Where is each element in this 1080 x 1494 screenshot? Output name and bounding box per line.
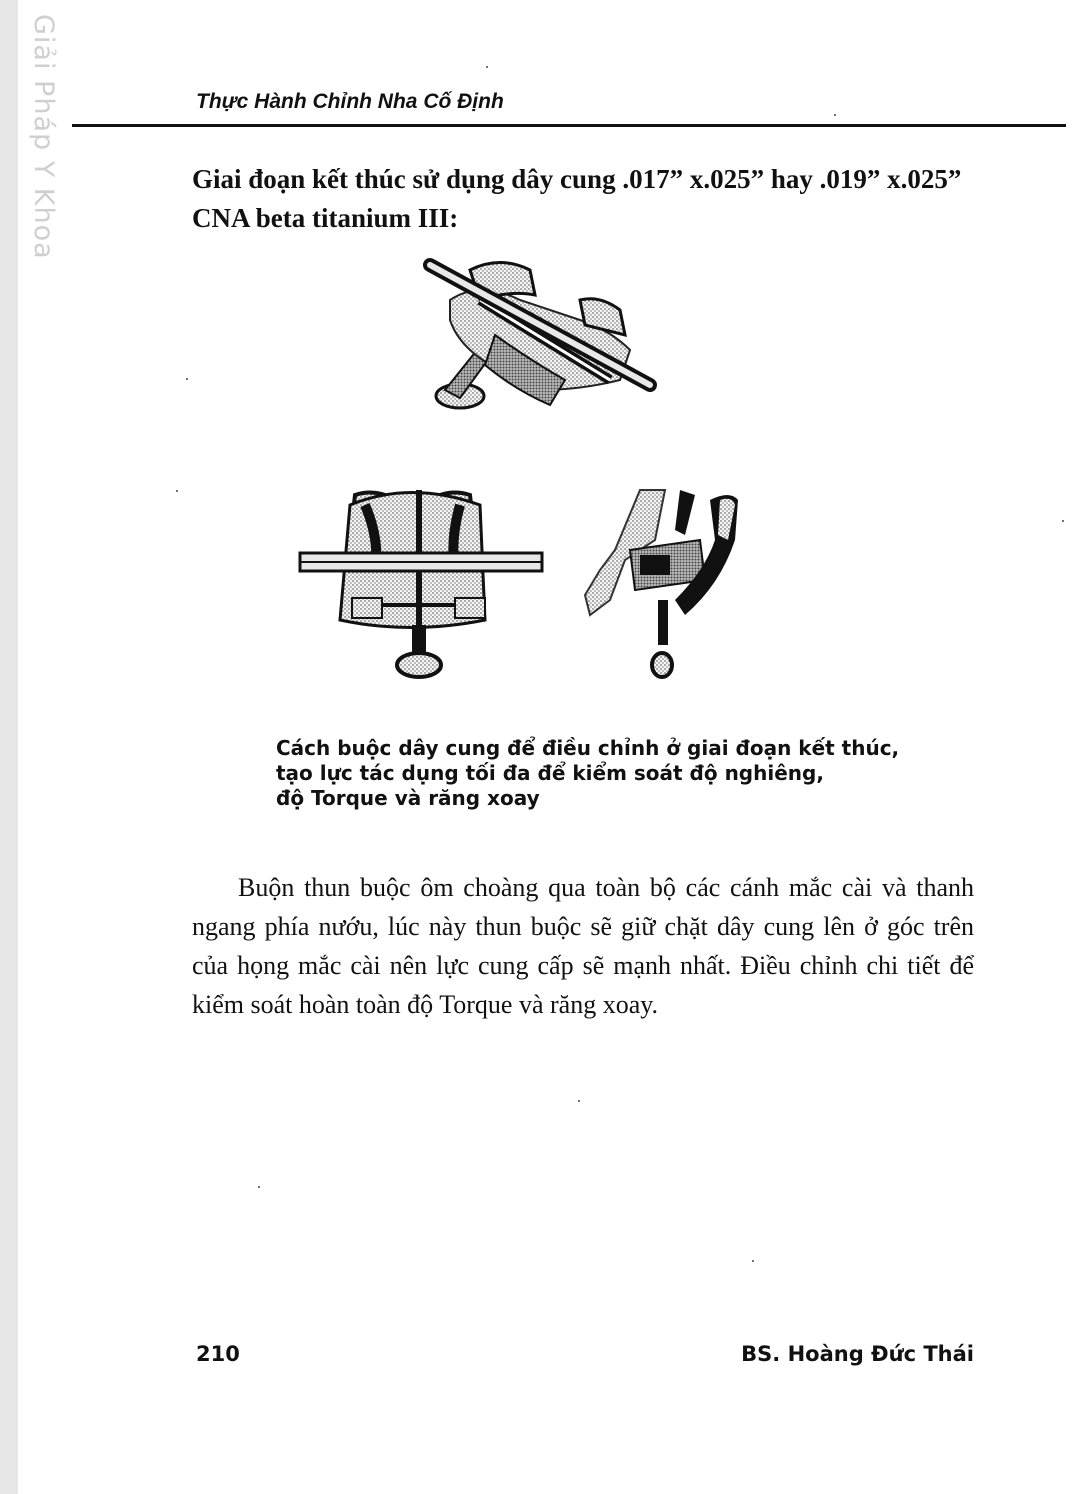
bracket-side-view bbox=[585, 490, 738, 677]
author-name: BS. Hoàng Đức Thái bbox=[741, 1342, 974, 1366]
figure-caption bbox=[276, 736, 916, 811]
running-head: Thực Hành Chỉnh Nha Cố Định bbox=[196, 90, 504, 113]
caption-line: độ Torque và răng xoay bbox=[276, 786, 540, 810]
scan-speck bbox=[752, 1260, 754, 1262]
scan-speck bbox=[258, 1186, 260, 1188]
section-heading: Giai đoạn kết thúc sử dụng dây cung .017” x.025” hay .019” x.025” CNA beta titanium III: bbox=[192, 164, 962, 233]
scan-speck bbox=[578, 1100, 580, 1102]
caption-line: Cách buộc dây cung để điều chỉnh ở giai đoạn kết thúc, bbox=[276, 736, 900, 760]
page-number: 210 bbox=[196, 1342, 240, 1366]
scan-speck bbox=[486, 66, 488, 68]
scan-speck bbox=[176, 490, 178, 492]
bracket-figure bbox=[280, 240, 780, 690]
scan-speck bbox=[186, 378, 188, 380]
watermark: Giải Pháp Y Khoa bbox=[28, 14, 59, 260]
header-rule bbox=[72, 124, 1066, 127]
bracket-perspective-view bbox=[430, 263, 650, 409]
caption-line: tạo lực tác dụng tối đa để kiểm soát độ nghiêng, bbox=[276, 761, 824, 785]
scan-speck bbox=[834, 114, 836, 116]
bracket-front-view bbox=[300, 490, 542, 677]
page-edge-strip bbox=[0, 0, 18, 1494]
body-paragraph: Buộn thun buộc ôm choàng qua toàn bộ các cánh mắc cài và thanh ngang phía nướu, lúc này thun buộc sẽ giữ chặt dây cung lên ở góc trên của họng mắc cài nên lực cung cấp sẽ mạnh nhất. Điều chỉnh chi tiết để kiểm soát hoàn toàn độ Torque và răng xoay. bbox=[192, 873, 974, 1019]
scan-speck bbox=[1062, 520, 1064, 522]
